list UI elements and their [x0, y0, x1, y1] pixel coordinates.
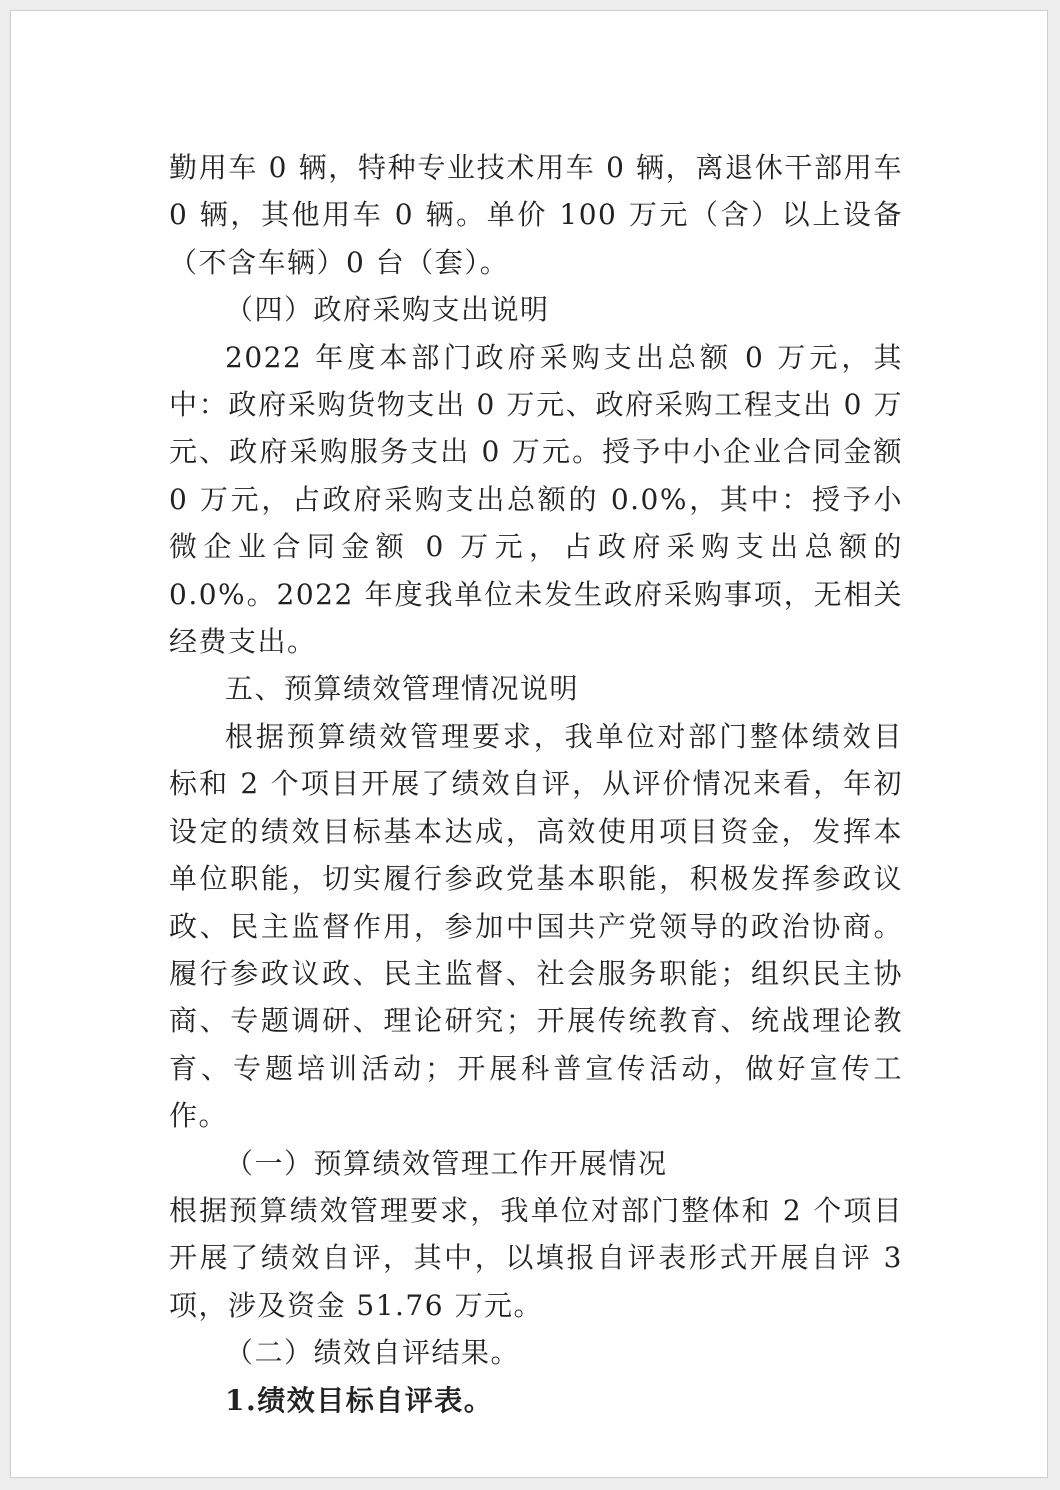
document-page — [10, 10, 1048, 1478]
document-body — [169, 144, 903, 1424]
paragraph-performance: 根据预算绩效管理要求，我单位对部门整体绩效目标和 2 个项目开展了绩效自评，从评价情况来看，年初设定的绩效目标基本达成，高效使用项目资金，发挥本单位职能，切实履行参政党基本职能，积极发挥参政议政、民主监督作用，参加中国共产党领导的政治协商。履行参政议政、民主监督、社会服务职能；组织民主协商、专题调研、理论研究；开展传统教育、统战理论教育、专题培训活动；开展科普宣传活动，做好宣传工作。 — [169, 719, 903, 1133]
heading-self-evaluation-results: （二）绩效自评结果。 — [225, 1336, 521, 1370]
paragraph-self-evaluation: 根据预算绩效管理要求，我单位对部门整体和 2 个项目开展了绩效自评，其中，以填报自评表形式开展自评 3 项，涉及资金 51.76 万元。 — [169, 1193, 903, 1322]
paragraph-vehicles: 勤用车 0 辆，特种专业技术用车 0 辆，离退休干部用车 0 辆，其他用车 0 辆。单价 100 万元（含）以上设备（不含车辆）0 台（套）。 — [169, 151, 903, 279]
heading-performance-management: 五、预算绩效管理情况说明 — [225, 672, 580, 706]
heading-target-table: 1.绩效目标自评表。 — [225, 1383, 494, 1417]
paragraph-procurement: 2022 年度本部门政府采购支出总额 0 万元，其中：政府采购货物支出 0 万元、政府采购工程支出 0 万元、政府采购服务支出 0 万元。授予中小企业合同金额 0 万元，占政府采购支出总额的 0.0%，其中：授予小微企业合同金额 0 万元，占政府采购支出总额的 0.0%。2022 年度我单位未发生政府采购事项，无相关经费支出。 — [169, 340, 903, 659]
heading-government-procurement: （四）政府采购支出说明 — [225, 293, 550, 327]
heading-work-progress: （一）预算绩效管理工作开展情况 — [225, 1146, 668, 1180]
